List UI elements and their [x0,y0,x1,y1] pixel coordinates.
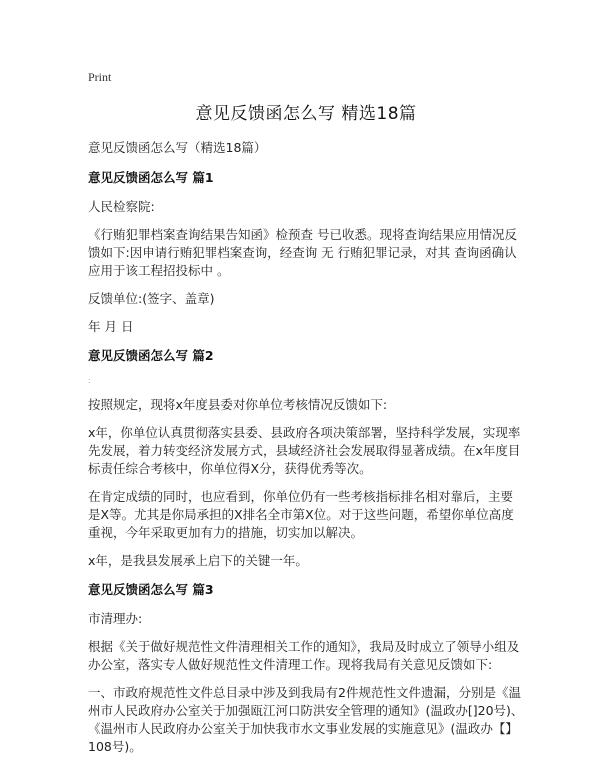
paragraph: 《行贿犯罪档案查询结果告知函》检预查 号已收悉。现将查询结果应用情况反馈如下:因申请行贿犯罪档案查询，经查询 无 行贿犯罪记录，对其 查询函确认应用于该工程招投标中 。 [88,227,517,278]
section-heading: 意见反馈函怎么写 篇3 [88,582,214,597]
paragraph: x年，是我县发展承上启下的关键一年。 [88,553,308,568]
document-subtitle: 意见反馈函怎么写（精选18篇） [88,140,267,155]
paragraph: x年，你单位认真贯彻落实县委、县政府各项决策部署，坚持科学发展，实现率先发展，着力转变经济发展方式，县域经济社会发展取得显著成绩。在x年度目标责任综合考核中，你单位得X分，获得优秀等次。 [88,425,521,476]
document-title: 意见反馈函怎么写 精选18篇 [195,104,417,124]
document-page [88,70,524,766]
section-3 [88,580,524,756]
salutation: 市清理办: [88,611,143,626]
salutation-marker: : [88,376,91,385]
section-2 [88,346,524,570]
signature-line: 反馈单位:(签字、盖章) [88,291,215,306]
section-heading: 意见反馈函怎么写 篇1 [88,170,214,185]
paragraph: 在肯定成绩的同时，也应看到，你单位仍有一些考核指标排名相对靠后，主要是X等。尤其是你局承担的X排名全市第X位。对于这些问题，希望你单位高度重视，今年采取更加有力的措施，切实加以解决。 [88,489,514,540]
paragraph: 根据《关于做好规范性文件清理相关工作的通知》，我局及时成立了领导小组及办公室，落实专人做好规范性文件清理工作。现将我局有关意见反馈如下: [88,639,520,672]
salutation: 人民检察院: [88,199,155,214]
paragraph: 一、市政府规范性文件总目录中涉及到我局有2件规范性文件遗漏，分别是《温州市人民政府办公室关于加强瓯江河口防洪安全管理的通知》(温政办[]20号)、《温州市人民政府办公室关于加快我市水文事业发展的实施意见》(温政办【】108号)。 [88,685,524,754]
section-heading: 意见反馈函怎么写 篇2 [88,348,214,363]
date-line: 年 月 日 [88,319,134,334]
paragraph: 按照规定，现将x年度县委对你单位考核情况反馈如下: [88,397,388,412]
print-label[interactable]: Print [88,70,112,84]
section-1 [88,168,524,336]
